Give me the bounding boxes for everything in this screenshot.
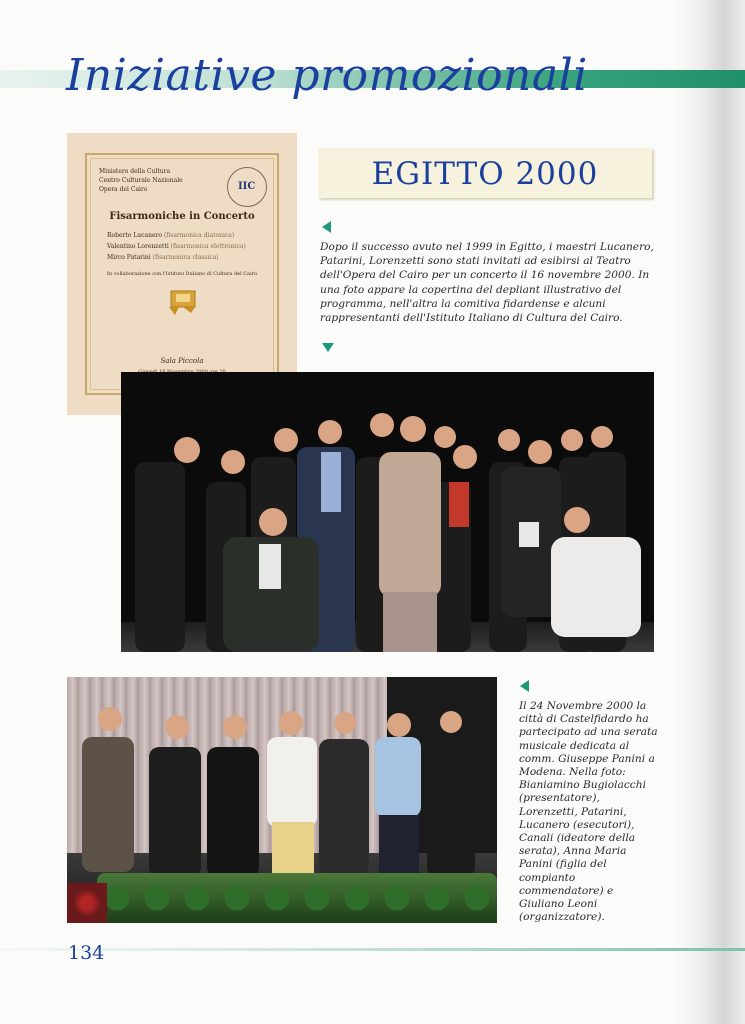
brochure-org-line: Opera del Cairo (99, 186, 148, 193)
performer-name: Roberto Lucanero (107, 232, 163, 239)
arrow-down-icon (322, 343, 334, 352)
modena-stage-photo (67, 677, 497, 923)
brochure-org (99, 167, 183, 194)
accordion-emblem-icon (165, 287, 201, 317)
cairo-group-photo (121, 372, 654, 652)
performer-row (107, 230, 246, 241)
brochure-performers (107, 230, 246, 263)
arrow-left-icon (520, 680, 529, 692)
performer-instrument: (fisarmonica diatonica) (163, 232, 235, 239)
photo-caption: Il 24 Novembre 2000 la città di Castelfidardo ha partecipato ad una serata musicale dedicata al comm. Giuseppe Panini a Modena. Nella foto: Bianiamino Bugiolacchi (presentatore), Lorenzetti, Patarini, Lucanero (esecutori), Canali (ideatore della serata), Anna Maria Panini (figlia del compianto commendatore) e Giuliano Leoni (organizzatore). (519, 700, 658, 924)
performer-instrument: (fisarmonica classica) (152, 254, 219, 261)
brochure-hall: Sala Piccola (160, 357, 204, 365)
stage-plants (97, 873, 497, 923)
performer-name: Mirco Patarini (107, 254, 151, 261)
brochure-org-line: Ministero della Cultura (99, 168, 171, 175)
brochure-org-line: Centro Culturale Nazionale (99, 177, 183, 184)
logo-text: IIC (238, 181, 256, 192)
performer-name: Valentino Lorenzetti (107, 243, 169, 250)
performer-instrument: (fisarmonica elettronica) (170, 243, 246, 250)
performer-row (107, 252, 246, 263)
performer-row (107, 241, 246, 252)
page-title: Iniziative promozionali (66, 50, 588, 101)
section-heading-box (318, 148, 652, 198)
page-edge-shadow (675, 0, 745, 1024)
group-figures (121, 372, 654, 652)
page-number: 134 (68, 942, 105, 964)
brochure-frame (85, 153, 279, 395)
institute-logo-icon (227, 167, 267, 207)
stage-flowers (67, 883, 107, 923)
brochure-collaboration: In collaborazione con l'Istituto Italiano di Cultura del Cairo (106, 271, 258, 277)
brochure-title: Fisarmoniche in Concerto (109, 211, 255, 222)
intro-paragraph: Dopo il successo avuto nel 1999 in Egitto, i maestri Lucanero, Patarini, Lorenzetti sono stati invitati ad esibirsi al Teatro dell'Opera del Cairo per un concerto il 16 novembre 2000. In una foto appare la copertina del depliant illustrativo del programma, nell'altra la comitiva fidardense e alcuni rappresentanti dell'Istituto Italiano di Cultura del Cairo. (320, 241, 654, 325)
footer-green-line (0, 948, 745, 951)
arrow-left-icon (322, 221, 331, 233)
section-heading: EGITTO 2000 (371, 156, 599, 192)
